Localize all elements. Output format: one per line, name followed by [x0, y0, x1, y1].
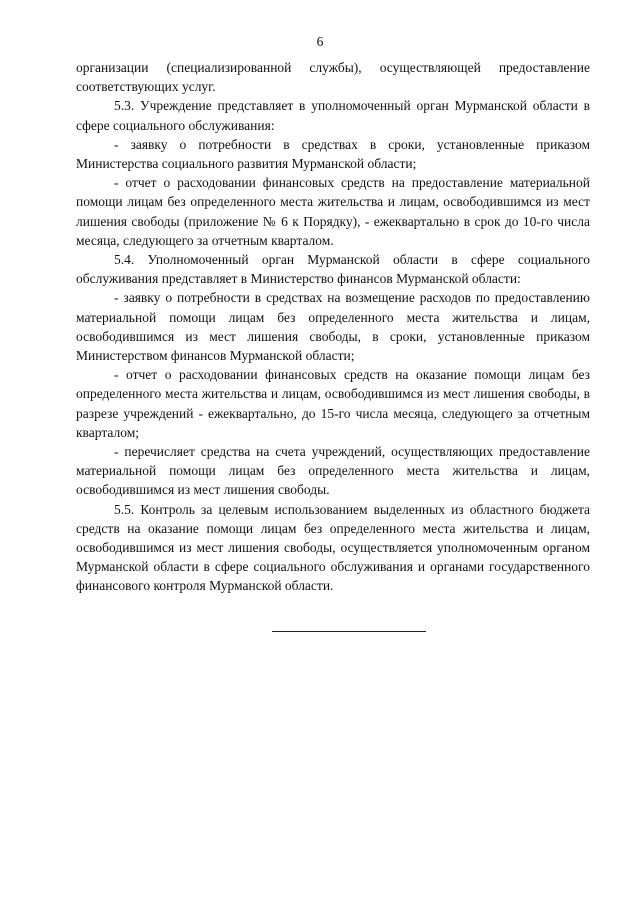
paragraph-5-3-report: - отчет о расходовании финансовых средств на предоставление материальной помощи лицам без определенного места жительства и лицам, освободившимся из мест лишения свободы (приложение № 6 к Порядку), - ежеквартально в срок до 10-го числа месяца, следующего за отчетным кварталом.: [76, 175, 590, 248]
document-body: [76, 58, 590, 596]
paragraph-5-3-request: - заявку о потребности в средствах в сроки, установленные приказом Министерства социального развития Мурманской области;: [76, 136, 590, 172]
paragraph-continuation: организации (специализированной службы), осуществляющей предоставление соответствующих услуг.: [76, 60, 590, 95]
paragraph-5-4-request: - заявку о потребности в средствах на возмещение расходов по предоставлению материальной помощи лицам без определенного места жительства и лицам, освободившимся из мест лишения свободы, в сроки, установленные приказом Министерством финансов Мурманской области;: [76, 290, 590, 364]
end-separator-line: [272, 631, 426, 632]
paragraph-5-4: 5.4. Уполномоченный орган Мурманской области в сфере социального обслуживания представляет в Министерство финансов Мурманской области:: [76, 252, 590, 287]
page-number: 6: [316, 34, 324, 49]
paragraph-5-4-transfer: - перечисляет средства на счета учреждений, осуществляющих предоставление материальной помощи лицам без определенного места жительства и лицам, освободившимся из мест лишения свободы.: [76, 444, 590, 498]
paragraph-5-3: 5.3. Учреждение представляет в уполномоченный орган Мурманской области в сфере социального обслуживания:: [76, 98, 590, 133]
paragraph-5-5: 5.5. Контроль за целевым использованием выделенных из областного бюджета средств на оказание помощи лицам без определенного места жительства и лицам, освободившимся из мест лишения свободы, осуществляется уполномоченным органом Мурманской области в сфере социального обслуживания и органами государственного финансового контроля Мурманской области.: [76, 501, 590, 594]
paragraph-5-4-report: - отчет о расходовании финансовых средств на оказание помощи лицам без определенного места жительства и лицам, освободившимся из мест лишения свободы, в разрезе учреждений - ежеквартально, до 15-го числа месяца, следующего за отчетным кварталом;: [76, 367, 590, 440]
